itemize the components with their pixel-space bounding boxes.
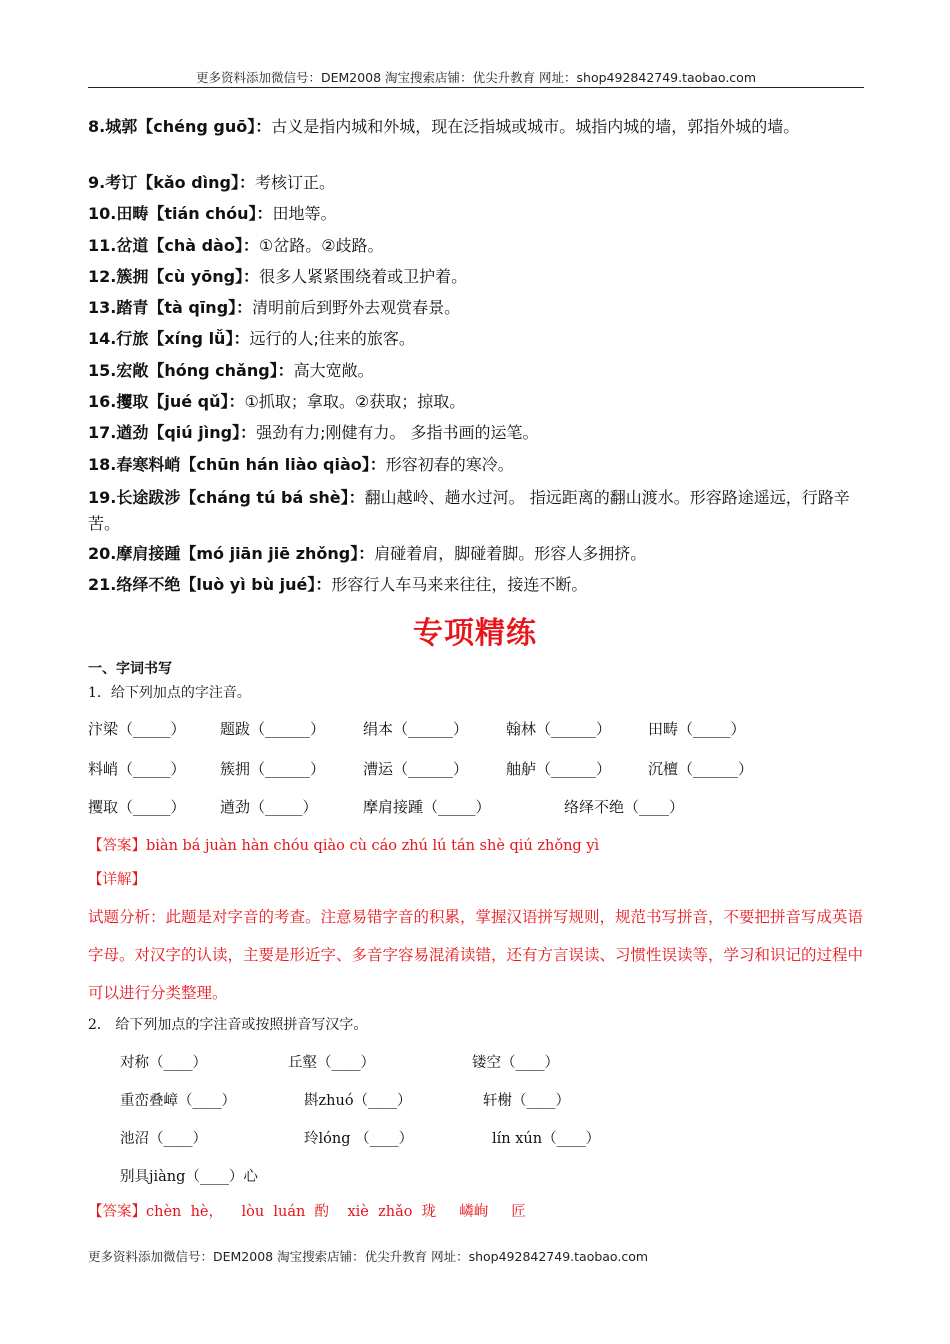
question-2-prompt: 2． 给下列加点的字注音或按照拼音写汉字。: [88, 1017, 368, 1033]
q1-item: 遒劲（_____）: [220, 798, 318, 816]
q1-item: 料峭（_____）: [88, 760, 186, 778]
q2-item: lín xún（____）: [492, 1131, 601, 1147]
q2-item: 镂空（____）: [472, 1055, 559, 1071]
q1-item: 题跋（______）: [220, 720, 326, 738]
q2-item: 对称（____）: [120, 1055, 207, 1071]
header-divider: [88, 87, 864, 88]
question-1-explanation: 试题分析：此题是对字音的考查。注意易错字音的积累，掌握汉语拼写规则，规范书写拼音，不要把拼音写成英语字母。对汉字的认读，主要是形近字、多音字容易混淆读错，还有方言误读、习惯性误读等，学习和识记的过程中可以进行分类整理。: [88, 908, 864, 1002]
q2-item: 重峦叠嶂（____）: [120, 1093, 236, 1109]
vocab-item: 10.田畴【tián chóu】：田地等。: [88, 204, 337, 224]
vocab-item: 17.遒劲【qiú jìng】：强劲有力;刚健有力。 多指书画的运笔。: [88, 423, 539, 443]
subsection-heading: 一、字词书写: [88, 661, 172, 677]
question-1-detail-label: 【详解】: [88, 872, 146, 888]
vocab-item: 11.岔道【chà dào】：①岔路。②歧路。: [88, 235, 384, 255]
vocab-item: 9.考订【kǎo dìng】：考核订正。: [88, 173, 336, 192]
question-2-answer: [88, 1200, 526, 1221]
vocab-item: 13.踏青【tà qīng】：清明前后到野外去观赏春景。: [88, 298, 461, 318]
page-footer: 更多资料添加微信号：DEM2008 淘宝搜索店铺：优尖升教育 网址：shop492842749.taobao.com: [88, 1249, 649, 1264]
answer-label: 【答案】: [88, 1204, 146, 1220]
q1-item: 翰林（______）: [506, 720, 612, 738]
vocabulary-list: [88, 116, 888, 606]
vocab-item: 16.攫取【jué qǔ】：①抓取；拿取。②获取；掠取。: [88, 392, 466, 412]
question-1-answer: [88, 834, 599, 855]
q2-item: 玲lóng （____）: [304, 1131, 414, 1147]
q1-item: 舳舻（______）: [506, 760, 612, 778]
q1-item: 沉檀（______）: [648, 760, 754, 778]
vocab-item: 21.络绎不绝【luò yì bù jué】：形容行人车马来来往往，接连不断。: [88, 575, 588, 595]
q2-item: 别具jiàng（____）心: [120, 1169, 258, 1185]
q2-item: 丘壑（____）: [288, 1055, 375, 1071]
q1-item: 漕运（______）: [363, 760, 469, 778]
q1-item: 簇拥（______）: [220, 760, 326, 778]
q1-item: 绢本（______）: [363, 720, 469, 738]
q1-item: 络绎不绝（____）: [564, 798, 685, 816]
vocab-item: 8.城郭【chéng guō】：古义是指内城和外城，现在泛指城或城市。城指内城的墙，郭指外城的墙。: [88, 117, 800, 136]
q2-item: 池沼（____）: [120, 1131, 207, 1147]
vocab-item: 14.行旅【xíng lǚ】：远行的人;往来的旅客。: [88, 329, 415, 349]
vocab-item: 19.长途跋涉【cháng tú bá shè】：翻山越岭、趟水过河。 指远距离的翻山渡水。形容路途遥远，行路辛苦。: [88, 487, 850, 533]
section-title: 专项精练: [413, 616, 537, 651]
q1-item: 田畴（_____）: [648, 720, 746, 738]
vocab-item: 12.簇拥【cù yōng】：很多人紧紧围绕着或卫护着。: [88, 266, 468, 286]
q2-item: 轩榭（____）: [483, 1093, 570, 1109]
page-header: 更多资料添加微信号：DEM2008 淘宝搜索店铺：优尖升教育 网址：shop492842749.taobao.com: [195, 70, 757, 85]
answer-text: chèn hè， lòu luán 酌 xiè zhǎo 珑 嶙峋 匠: [146, 1204, 526, 1220]
answer-label: 【答案】: [88, 838, 146, 854]
vocab-item: 18.春寒料峭【chūn hán liào qiào】：形容初春的寒冷。: [88, 454, 514, 474]
vocab-item: 20.摩肩接踵【mó jiān jiē zhǒng】：肩碰着肩，脚碰着脚。形容人多拥挤。: [88, 543, 647, 563]
vocab-item: 15.宏敞【hóng chǎng】：高大宽敞。: [88, 360, 374, 380]
q1-item: 攫取（_____）: [88, 798, 186, 816]
q2-item: 斟zhuó（____）: [304, 1093, 412, 1109]
q1-item: 汴梁（_____）: [88, 720, 186, 738]
q1-item: 摩肩接踵（_____）: [363, 798, 491, 816]
question-1-prompt: 1．给下列加点的字注音。: [88, 685, 251, 701]
answer-text: biàn bá juàn hàn chóu qiào cù cáo zhú lú tán shè qiú zhǒng yì: [146, 838, 600, 854]
